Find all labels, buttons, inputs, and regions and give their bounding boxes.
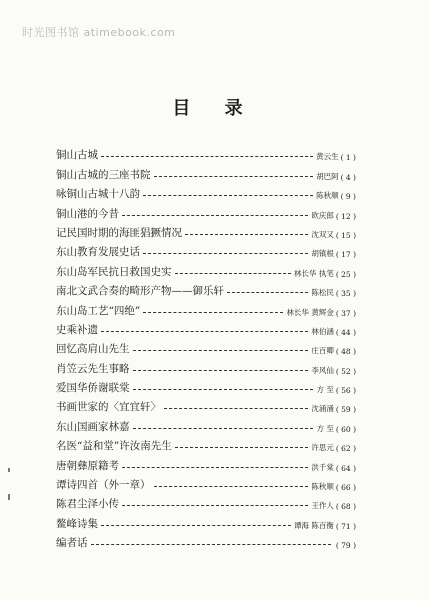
toc-entry-author: 欧庆郎 bbox=[311, 210, 334, 220]
dash-leader bbox=[91, 544, 331, 545]
toc-entry-title: 回忆高肩山先生 bbox=[56, 343, 130, 356]
page-title: 目 录 bbox=[172, 98, 257, 119]
toc-entry-title: 咏铜山古城十八韵 bbox=[56, 188, 140, 201]
toc-entry-page: ( 1 ) bbox=[340, 153, 356, 163]
toc-entry-author: 胡镇根 bbox=[311, 249, 334, 259]
toc-entry-title: 东山岛工艺“四绝” bbox=[56, 304, 141, 317]
toc-entry-title: 唐朝彝原籍考 bbox=[56, 459, 119, 472]
toc-entry-author: 陈秋顺 bbox=[311, 482, 334, 492]
dash-leader bbox=[227, 292, 308, 293]
toc-entry-author: 方 至 bbox=[316, 423, 334, 433]
toc-entry-author: 陈秋顺 bbox=[316, 191, 339, 201]
dash-leader bbox=[122, 467, 308, 468]
toc-entry-page: ( 56 ) bbox=[335, 386, 356, 396]
dash-leader bbox=[154, 176, 314, 177]
toc-entry[interactable] bbox=[56, 298, 356, 317]
binding-mark bbox=[8, 494, 10, 500]
dash-leader bbox=[185, 234, 308, 235]
dash-leader bbox=[143, 312, 283, 313]
toc-entry-title: 爱国华侨谢联棠 bbox=[56, 382, 130, 395]
toc-entry-title: 谭诗四首（外一章） bbox=[56, 479, 151, 492]
binding-mark bbox=[8, 468, 10, 472]
toc-entry-title: 肖笠云先生事略 bbox=[56, 362, 130, 375]
toc-entry[interactable] bbox=[56, 395, 356, 414]
toc-entry[interactable] bbox=[56, 473, 356, 492]
toc-entry-page: ( 12 ) bbox=[335, 211, 356, 221]
toc-entry-page: ( 15 ) bbox=[335, 230, 356, 240]
toc-entry-author: 黄云生 bbox=[316, 152, 339, 162]
toc-entry-title: 东山国画家林嘉 bbox=[56, 420, 130, 433]
toc-entry-page: ( 59 ) bbox=[335, 405, 356, 415]
toc-entry-author: 谭海 陈百衡 bbox=[293, 520, 334, 530]
toc-entry[interactable] bbox=[56, 279, 356, 298]
toc-entry[interactable] bbox=[56, 221, 356, 240]
dash-leader bbox=[122, 215, 308, 216]
toc-entry-page: ( 48 ) bbox=[335, 347, 356, 357]
toc-entry[interactable] bbox=[56, 240, 356, 259]
watermark: 时光图书馆 atimebook.com bbox=[22, 26, 176, 39]
toc-entry[interactable] bbox=[56, 492, 356, 511]
toc-entry-author: 沈涌涌 bbox=[311, 404, 334, 414]
toc-entry[interactable] bbox=[56, 453, 356, 472]
toc-entry-author: 许思元 bbox=[311, 443, 334, 453]
toc-entry[interactable] bbox=[56, 531, 356, 550]
toc-entry-title: 编者话 bbox=[56, 537, 88, 550]
toc-entry[interactable] bbox=[56, 318, 356, 337]
toc-entry-page: ( 52 ) bbox=[335, 366, 356, 376]
toc-entry-page: ( 71 ) bbox=[335, 521, 356, 531]
toc-entry[interactable] bbox=[56, 511, 356, 530]
toc-entry-author: 林长华 黄辉金 bbox=[286, 307, 334, 317]
dash-leader bbox=[133, 428, 314, 429]
dash-leader bbox=[101, 156, 313, 157]
toc-entry-page: ( 37 ) bbox=[335, 308, 356, 318]
toc-entry[interactable] bbox=[56, 434, 356, 453]
dash-leader bbox=[133, 389, 314, 390]
toc-entry-author: 林长华 执笔 bbox=[293, 268, 334, 278]
toc-entry-author: 沈双又 bbox=[311, 229, 334, 239]
toc-entry-page: ( 25 ) bbox=[335, 269, 356, 279]
toc-entry[interactable] bbox=[56, 337, 356, 356]
toc-entry-page: ( 4 ) bbox=[340, 172, 356, 182]
toc-entry[interactable] bbox=[56, 259, 356, 278]
toc-entry-author: 陈松民 bbox=[311, 288, 334, 298]
toc-entry-author: 洪千棠 bbox=[311, 462, 334, 472]
toc-entry-page: ( 79 ) bbox=[335, 541, 356, 551]
toc-entry-page: ( 62 ) bbox=[335, 444, 356, 454]
toc-entry[interactable] bbox=[56, 356, 356, 375]
toc-entry-title: 铜山港的今昔 bbox=[56, 207, 119, 220]
toc-entry-page: ( 9 ) bbox=[340, 192, 356, 202]
toc-entry-page: ( 66 ) bbox=[335, 483, 356, 493]
dash-leader bbox=[122, 505, 308, 506]
toc-entry-title: 史乘补遗 bbox=[56, 323, 98, 336]
toc-entry-author: 胡巴阿 bbox=[316, 171, 339, 181]
toc-entry-author: 李风仙 bbox=[311, 365, 334, 375]
toc-entry[interactable] bbox=[56, 201, 356, 220]
toc-entry-author: 庄百卿 bbox=[311, 346, 334, 356]
dash-leader bbox=[133, 370, 309, 371]
toc-entry-title: 铜山古城的三座书院 bbox=[56, 168, 151, 181]
dash-leader bbox=[175, 273, 291, 274]
dash-leader bbox=[101, 525, 291, 526]
toc-entry-page: ( 44 ) bbox=[335, 327, 356, 337]
toc-entry-page: ( 17 ) bbox=[335, 250, 356, 260]
dash-leader bbox=[143, 253, 308, 254]
dash-leader bbox=[154, 486, 309, 487]
toc-entry-title: 南北文武合奏的畸形产物——御乐轩 bbox=[56, 285, 224, 298]
table-of-contents bbox=[56, 143, 356, 550]
toc-entry-page: ( 35 ) bbox=[335, 289, 356, 299]
toc-entry-title: 东山教育发展史话 bbox=[56, 246, 140, 259]
toc-entry[interactable] bbox=[56, 143, 356, 162]
toc-entry-title: 鳌峰诗集 bbox=[56, 517, 98, 530]
toc-entry-title: 陈君尘泽小传 bbox=[56, 498, 119, 511]
toc-entry[interactable] bbox=[56, 414, 356, 433]
toc-entry-author: 林伯涵 bbox=[311, 326, 334, 336]
toc-entry-author: 方 至 bbox=[316, 385, 334, 395]
dash-leader bbox=[101, 331, 308, 332]
toc-entry-title: 东山岛军民抗日救国史实 bbox=[56, 265, 172, 278]
dash-leader bbox=[175, 447, 309, 448]
toc-entry-page: ( 60 ) bbox=[335, 424, 356, 434]
toc-entry[interactable] bbox=[56, 162, 356, 181]
toc-entry-title: 铜山古城 bbox=[56, 149, 98, 162]
dash-leader bbox=[133, 350, 309, 351]
toc-entry-title: 记民国时期的海匪猖獗情况 bbox=[56, 226, 182, 239]
toc-entry[interactable] bbox=[56, 376, 356, 395]
toc-entry[interactable] bbox=[56, 182, 356, 201]
toc-entry-title: 名医“益和堂”许汝南先生 bbox=[56, 440, 172, 453]
dash-leader bbox=[143, 195, 313, 196]
dash-leader bbox=[164, 408, 308, 409]
toc-entry-title: 书画世家的〈宜宜轩〉 bbox=[56, 401, 161, 414]
toc-entry-page: ( 64 ) bbox=[335, 463, 356, 473]
toc-entry-page: ( 68 ) bbox=[335, 502, 356, 512]
toc-entry-author: 王作人 bbox=[311, 501, 334, 511]
